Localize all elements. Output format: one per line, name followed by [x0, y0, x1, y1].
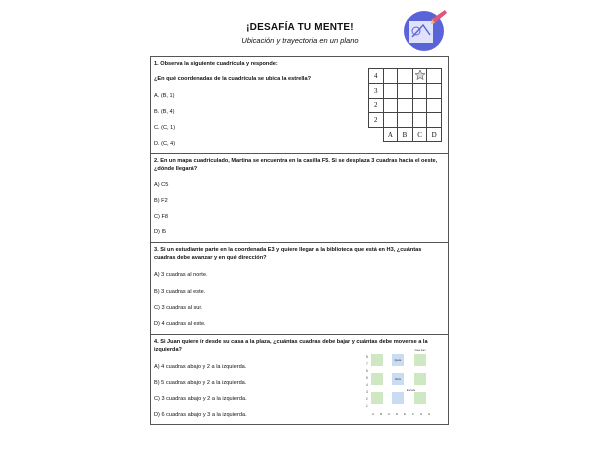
row-label: 3: [369, 84, 384, 99]
park-block: [414, 392, 426, 404]
church-label: Iglesia: [394, 360, 402, 362]
question-2-prompt-line1: 2. En un mapa cuadriculado, Martina se encuentra en la casilla F5. Si se desplaza 3 cuadras hacia el oeste,: [154, 158, 438, 164]
col-label: A: [383, 127, 398, 142]
question-1-prompt: ¿En qué coordenadas de la cuadrícula se ubica la estrella?: [154, 76, 311, 82]
col-label: G: [419, 412, 423, 416]
question-3-prompt-line1: 3. Si un estudiante parte en la coordenada E3 y quiere llegar a la biblioteca que está en H3, ¿cuántas: [154, 247, 422, 253]
col-label: H: [427, 412, 431, 416]
park-block: [371, 354, 383, 366]
school-label: Escuela: [406, 390, 416, 392]
plaza-label: Plaza: [395, 379, 401, 381]
worksheet: [150, 56, 449, 425]
option-a[interactable]: A. (B, 1): [154, 93, 175, 99]
option-b[interactable]: B) 3 cuadras al este.: [154, 289, 206, 295]
row-label: 4: [366, 383, 368, 387]
row-label: 6: [366, 369, 368, 373]
row-label: 2: [366, 397, 368, 401]
row-label: 1: [366, 404, 368, 408]
house-label: Casa Juan: [414, 350, 426, 352]
question-3: [151, 242, 448, 334]
col-label: C: [387, 412, 391, 416]
option-a[interactable]: A) 3 cuadras al norte.: [154, 272, 208, 278]
option-c[interactable]: C. (C, 1): [154, 125, 176, 131]
question-2: [151, 153, 448, 242]
row-label: 4: [369, 69, 384, 84]
option-d[interactable]: D. (C, 4): [154, 141, 176, 147]
coordinate-grid: [368, 68, 442, 142]
col-label: F: [412, 412, 414, 416]
park-block: [414, 373, 426, 385]
col-label: B: [379, 412, 383, 416]
col-label: D: [427, 127, 442, 142]
city-map: [365, 352, 439, 421]
question-1: [151, 57, 448, 153]
question-3-prompt-line2: cuadras debe avanzar y en qué dirección?: [154, 255, 267, 261]
school-block: [392, 392, 404, 404]
option-a[interactable]: A) C5: [154, 182, 169, 188]
option-a[interactable]: A) 4 cuadras abajo y 2 a la izquierda.: [154, 364, 247, 370]
house-block: [414, 354, 426, 366]
question-4: [151, 334, 448, 425]
col-label: B: [398, 127, 413, 142]
question-2-prompt-line2: ¿dónde llegará?: [154, 166, 198, 172]
row-label: 7: [366, 362, 368, 366]
option-d[interactable]: D) I5: [154, 229, 167, 235]
col-label: C: [412, 127, 427, 142]
park-block: [371, 392, 383, 404]
option-c[interactable]: C) 3 cuadras al sur.: [154, 305, 203, 311]
question-4-prompt-line2: izquierda?: [154, 347, 182, 353]
option-d[interactable]: D) 4 cuadras al este.: [154, 321, 206, 327]
row-label: 8: [366, 355, 368, 359]
col-label: A: [371, 412, 375, 416]
option-b[interactable]: B) 5 cuadras abajo y 2 a la izquierda.: [154, 380, 247, 386]
park-block: [371, 373, 383, 385]
option-b[interactable]: B) F2: [154, 198, 168, 204]
star-cell: [412, 69, 427, 84]
col-label: D: [395, 412, 399, 416]
option-d[interactable]: D) 6 cuadras abajo y 3 a la izquierda.: [154, 412, 247, 418]
geometry-logo-icon: [401, 7, 449, 53]
col-label: E: [403, 412, 407, 416]
question-4-prompt-line1: 4. Si Juan quiere ir desde su casa a la plaza, ¿cuántas cuadras debe bajar y cuántas debe moverse a la: [154, 339, 428, 345]
row-label: 5: [366, 376, 368, 380]
row-label: 2: [369, 113, 384, 128]
option-b[interactable]: B. (B, 4): [154, 109, 175, 115]
option-c[interactable]: C) F8: [154, 214, 168, 220]
page-title: ¡DESAFÍA TU MENTE!: [246, 22, 354, 33]
star-icon: [414, 69, 426, 81]
page-subtitle: Ubicación y trayectoria en un plano: [241, 36, 359, 45]
row-label: 3: [366, 390, 368, 394]
row-label: 2: [369, 98, 384, 113]
question-1-title: 1. Observa la siguiente cuadrícula y responde:: [154, 61, 278, 67]
option-c[interactable]: C) 3 cuadras abajo y 2 a la izquierda.: [154, 396, 247, 402]
